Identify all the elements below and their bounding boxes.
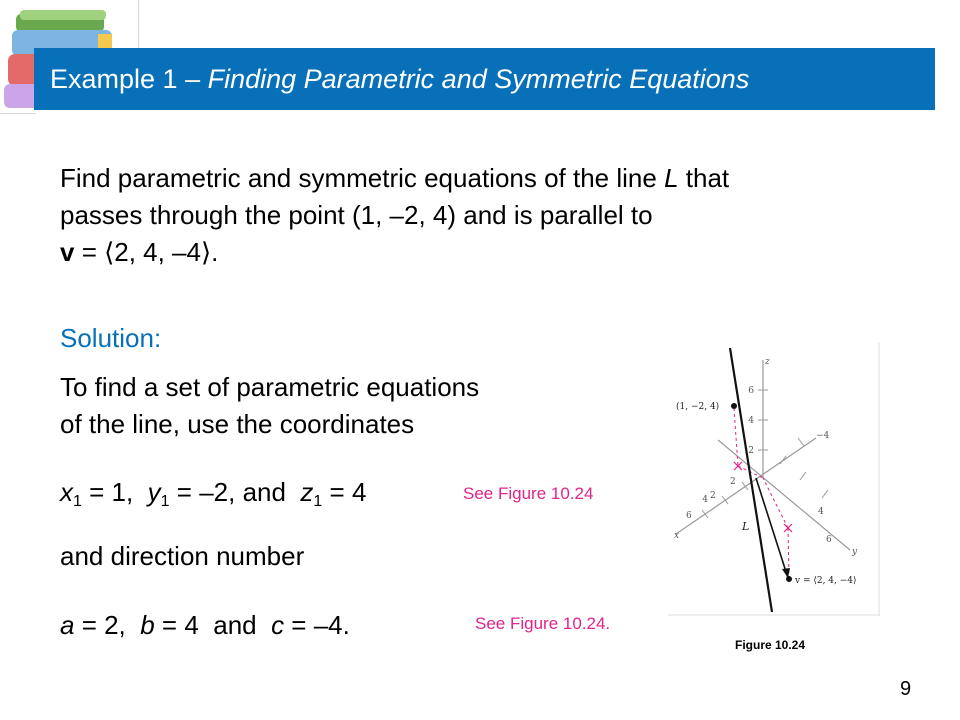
problem-statement: [60, 160, 900, 271]
see-figure-note-2: See Figure 10.24.: [475, 614, 611, 633]
solution-label: Solution:: [60, 323, 162, 353]
x-tick-2: 2: [710, 491, 716, 501]
direction-label: and direction number: [60, 541, 305, 571]
a-val: = 2,: [74, 610, 141, 640]
slide-title: [34, 48, 935, 110]
vector-endpoint-marker: [786, 576, 792, 582]
solution-line2: of the line, use the coordinates: [60, 409, 415, 439]
z-tick-6: 6: [748, 386, 754, 396]
x-tick-4: 4: [702, 495, 708, 505]
neg-tick-label: −4: [816, 431, 830, 441]
title-italic: Finding Parametric and Symmetric Equations: [207, 63, 750, 94]
c-var: c: [271, 610, 285, 640]
figure-caption: Figure 10.24: [735, 638, 806, 652]
vector-symbol: v: [60, 237, 75, 267]
point-marker: [731, 403, 737, 409]
y-tick-2: 2: [730, 477, 736, 487]
c-val: = –4.: [284, 610, 350, 640]
b-val: = 4 and: [154, 610, 272, 640]
see-figure-note-1: See Figure 10.24: [463, 484, 594, 503]
direction-numbers: [60, 610, 350, 641]
y-sub: 1: [160, 493, 170, 510]
z-axis-label: z: [765, 357, 770, 367]
y-var: y: [147, 477, 161, 507]
y-tick-4: 4: [818, 507, 824, 517]
z-tick-4: 4: [748, 416, 754, 426]
y-axis-label: y: [852, 547, 858, 557]
b-var: b: [140, 610, 155, 640]
a-var: a: [60, 610, 75, 640]
solution-paragraph: [60, 369, 620, 443]
z-tick-2: 2: [748, 446, 754, 456]
z-val: = 4: [322, 477, 367, 507]
line-variable: L: [664, 163, 679, 193]
y-val: = –2, and: [169, 477, 301, 507]
x-sub: 1: [73, 493, 82, 510]
y-tick-6: 6: [826, 535, 832, 545]
decorative-vertical-line: [138, 0, 139, 48]
x-var: x: [60, 477, 73, 507]
vector-label: v = ⟨2, 4, −4⟩: [795, 576, 857, 586]
title-prefix: Example 1 –: [50, 63, 208, 94]
solution-line1: To find a set of parametric equations: [60, 372, 480, 402]
x-val: = 1,: [81, 477, 148, 507]
problem-line2: passes through the point (1, –2, 4) and is parallel to: [60, 200, 653, 230]
z-var: z: [300, 477, 314, 507]
figure-10-24: [668, 342, 880, 616]
point-label: (1, −2, 4): [676, 402, 720, 412]
vector-definition: = ⟨2, 4, –4⟩.: [74, 237, 219, 267]
problem-line1-b: that: [678, 163, 730, 193]
x-axis-label: x: [674, 531, 680, 541]
z-sub: 1: [313, 493, 323, 510]
x-tick-6: 6: [686, 511, 692, 521]
point-coordinates: [60, 477, 366, 511]
problem-line1-a: Find parametric and symmetric equations of the line: [60, 163, 665, 193]
line-l-label: L: [742, 520, 750, 533]
decorative-horizontal-line: [0, 113, 36, 114]
vector-v-arrow: [756, 478, 788, 578]
page-number: 9: [900, 678, 912, 700]
